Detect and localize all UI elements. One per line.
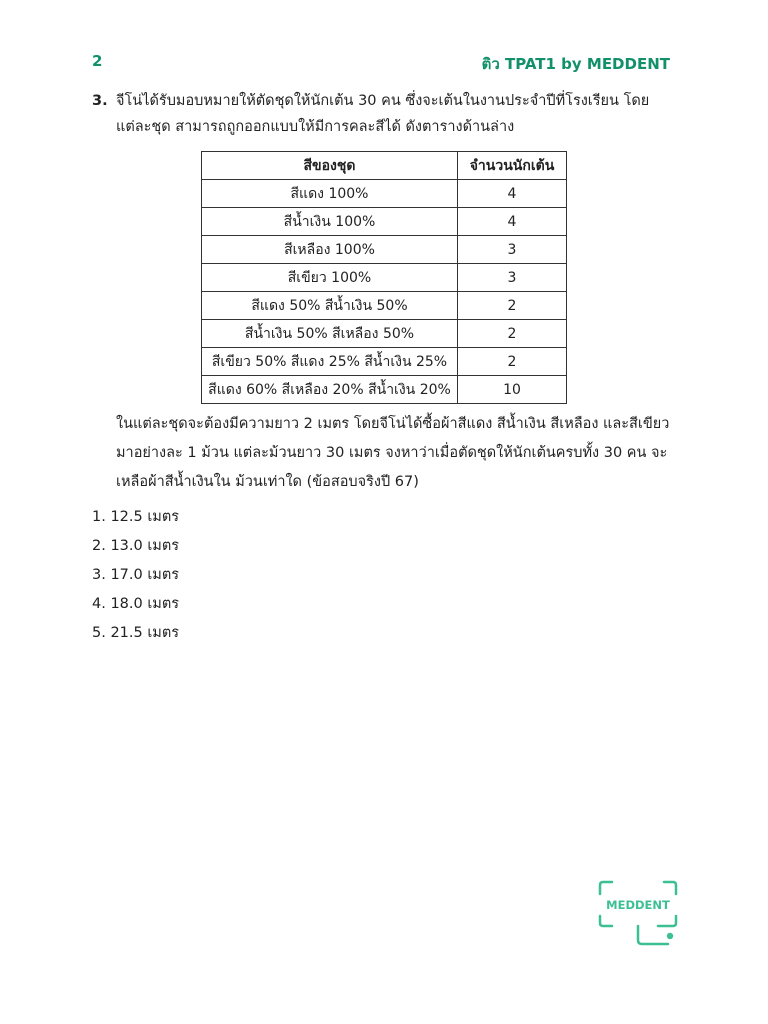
table-cell-color: สีเหลือง 100% — [202, 236, 458, 264]
table-header-row — [202, 152, 567, 180]
answer-choices — [92, 503, 179, 648]
table-cell-count: 3 — [458, 236, 567, 264]
question-body: ในแต่ละชุดจะต้องมีความยาว 2 เมตร โดยจีโน่ได้ซื้อผ้าสีแดง สีน้ำเงิน สีเหลือง และสีเขียว มาอย่างละ 1 ม้วน แต่ละม้วนยาว 30 เมตร จงหาว่าเมื่อตัดชุดให้นักเต้นครบทั้ง 30 คน จะเหลือผ้าสีน้ำเงินใน ม้วนเท่าใด (ข้อสอบจริงปี 67) — [116, 416, 670, 490]
table-cell-color: สีแดง 100% — [202, 180, 458, 208]
header-title: ติว TPAT1 by MEDDENT — [481, 55, 670, 73]
table-cell-color: สีเขียว 50% สีแดง 25% สีน้ำเงิน 25% — [202, 348, 458, 376]
table-header-count: จำนวนนักเต้น — [458, 152, 567, 180]
question-intro — [92, 88, 682, 140]
table-row — [202, 376, 567, 404]
costume-table — [201, 151, 567, 404]
table-cell-count: 2 — [458, 292, 567, 320]
choice-5: 5. 21.5 เมตร — [92, 625, 180, 641]
choice-1: 1. 12.5 เมตร — [92, 509, 180, 525]
table-cell-color: สีเขียว 100% — [202, 264, 458, 292]
table-cell-count: 3 — [458, 264, 567, 292]
table-cell-color: สีแดง 60% สีเหลือง 20% สีน้ำเงิน 20% — [202, 376, 458, 404]
table-cell-color: สีน้ำเงิน 100% — [202, 208, 458, 236]
table-header-color: สีของชุด — [202, 152, 458, 180]
table-cell-count: 2 — [458, 348, 567, 376]
question-intro-text: จีโน่ได้รับมอบหมายให้ตัดชุดให้นักเต้น 30 คน ซึ่งจะเต้นในงานประจำปีที่โรงเรียน โดยแต่ละชุด สามารถถูกออกแบบให้มีการคละสีได้ ดังตารางด้านล่าง — [116, 93, 650, 135]
table-row — [202, 264, 567, 292]
table-cell-color: สีน้ำเงิน 50% สีเหลือง 50% — [202, 320, 458, 348]
table-row — [202, 348, 567, 376]
table-row — [202, 320, 567, 348]
meddent-logo-text: MEDDENT — [606, 898, 670, 912]
table-cell-count: 2 — [458, 320, 567, 348]
table-cell-color: สีแดง 50% สีน้ำเงิน 50% — [202, 292, 458, 320]
table-row — [202, 208, 567, 236]
table-cell-count: 4 — [458, 208, 567, 236]
meddent-logo — [598, 880, 678, 950]
table-cell-count: 10 — [458, 376, 567, 404]
question-number: 3. — [92, 93, 108, 109]
choice-3: 3. 17.0 เมตร — [92, 567, 180, 583]
table-row — [202, 292, 567, 320]
table-cell-count: 4 — [458, 180, 567, 208]
table-row — [202, 180, 567, 208]
choice-2: 2. 13.0 เมตร — [92, 538, 180, 554]
choice-4: 4. 18.0 เมตร — [92, 596, 180, 612]
table-row — [202, 236, 567, 264]
page-number: 2 — [92, 52, 103, 70]
